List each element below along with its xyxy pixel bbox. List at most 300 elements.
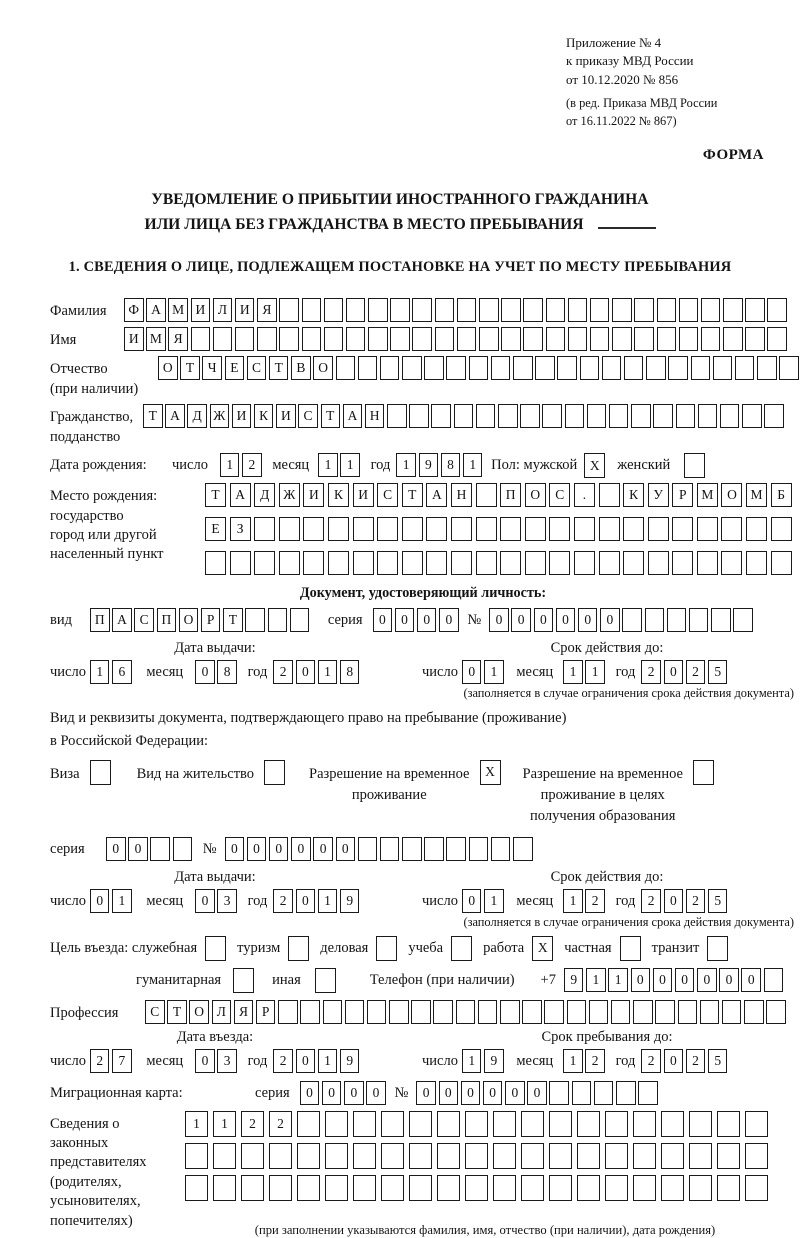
char-box[interactable]: 1 — [220, 453, 240, 477]
char-box[interactable] — [476, 517, 497, 541]
char-box[interactable]: 1 — [563, 660, 583, 684]
char-box[interactable] — [358, 356, 378, 380]
doc-expiry-month[interactable] — [563, 660, 607, 684]
char-box[interactable] — [633, 1111, 656, 1137]
char-box[interactable] — [498, 404, 518, 428]
char-box[interactable] — [377, 551, 398, 575]
char-box[interactable] — [757, 356, 777, 380]
char-box[interactable] — [411, 1000, 431, 1024]
char-box[interactable] — [679, 298, 699, 322]
char-box[interactable]: 0 — [336, 837, 356, 861]
char-box[interactable] — [745, 1143, 768, 1169]
doc-issue-day[interactable] — [90, 660, 134, 684]
char-box[interactable] — [381, 1143, 404, 1169]
char-box[interactable] — [290, 608, 310, 632]
char-box[interactable] — [491, 356, 511, 380]
char-box[interactable] — [767, 327, 787, 351]
char-box[interactable]: А — [112, 608, 132, 632]
char-box[interactable] — [245, 608, 265, 632]
char-box[interactable] — [521, 1175, 544, 1201]
char-box[interactable]: 0 — [653, 968, 673, 992]
char-box[interactable]: 2 — [273, 1049, 293, 1073]
residence-issue-day[interactable] — [90, 889, 134, 913]
char-box[interactable]: 0 — [90, 889, 110, 913]
char-box[interactable]: 0 — [247, 837, 267, 861]
char-box[interactable]: 3 — [217, 889, 237, 913]
char-box[interactable]: 0 — [439, 608, 459, 632]
purpose-transit-checkbox[interactable] — [707, 936, 728, 961]
char-box[interactable]: Т — [402, 483, 423, 507]
phone-input[interactable] — [564, 968, 786, 992]
char-box[interactable]: 0 — [269, 837, 289, 861]
char-box[interactable] — [612, 298, 632, 322]
purpose-tourism-checkbox[interactable] — [288, 936, 309, 961]
char-box[interactable]: 8 — [340, 660, 360, 684]
doc-expiry-day[interactable] — [462, 660, 506, 684]
char-box[interactable] — [525, 551, 546, 575]
char-box[interactable]: И — [303, 483, 324, 507]
surname-input[interactable] — [124, 298, 790, 322]
birth-place-row3-input[interactable] — [205, 551, 795, 575]
char-box[interactable] — [501, 298, 521, 322]
char-box[interactable] — [300, 1000, 320, 1024]
char-box[interactable]: X — [532, 936, 553, 961]
char-box[interactable]: О — [179, 608, 199, 632]
char-box[interactable] — [479, 327, 499, 351]
char-box[interactable]: 1 — [563, 889, 583, 913]
char-box[interactable] — [646, 356, 666, 380]
char-box[interactable] — [605, 1143, 628, 1169]
char-box[interactable]: Я — [234, 1000, 254, 1024]
char-box[interactable]: А — [343, 404, 363, 428]
char-box[interactable] — [437, 1143, 460, 1169]
char-box[interactable] — [721, 551, 742, 575]
birth-place-row1-input[interactable] — [205, 483, 795, 507]
char-box[interactable]: И — [191, 298, 211, 322]
char-box[interactable] — [435, 298, 455, 322]
char-box[interactable]: 0 — [578, 608, 598, 632]
char-box[interactable]: 0 — [195, 660, 215, 684]
doc-issue-year[interactable] — [273, 660, 362, 684]
char-box[interactable] — [633, 1000, 653, 1024]
char-box[interactable] — [684, 453, 705, 478]
char-box[interactable] — [279, 327, 299, 351]
char-box[interactable]: С — [247, 356, 267, 380]
char-box[interactable]: 0 — [534, 608, 554, 632]
birth-day-input[interactable] — [220, 453, 264, 477]
char-box[interactable]: К — [623, 483, 644, 507]
char-box[interactable]: 0 — [675, 968, 695, 992]
char-box[interactable] — [476, 404, 496, 428]
char-box[interactable] — [279, 551, 300, 575]
entry-month[interactable] — [195, 1049, 239, 1073]
char-box[interactable]: 2 — [273, 889, 293, 913]
char-box[interactable] — [213, 1175, 236, 1201]
char-box[interactable] — [700, 1000, 720, 1024]
char-box[interactable] — [766, 1000, 786, 1024]
char-box[interactable]: Я — [257, 298, 277, 322]
char-box[interactable] — [302, 298, 322, 322]
representatives-row2-input[interactable] — [185, 1143, 773, 1169]
char-box[interactable] — [624, 356, 644, 380]
char-box[interactable]: С — [549, 483, 570, 507]
char-box[interactable]: 1 — [586, 968, 606, 992]
char-box[interactable] — [205, 936, 226, 961]
char-box[interactable]: . — [574, 483, 595, 507]
char-box[interactable]: М — [746, 483, 767, 507]
char-box[interactable] — [549, 1111, 572, 1137]
char-box[interactable] — [701, 298, 721, 322]
char-box[interactable] — [771, 551, 792, 575]
char-box[interactable]: 9 — [564, 968, 584, 992]
char-box[interactable] — [323, 1000, 343, 1024]
char-box[interactable] — [409, 1111, 432, 1137]
char-box[interactable]: 0 — [322, 1081, 342, 1105]
char-box[interactable]: 0 — [416, 1081, 436, 1105]
char-box[interactable]: Ф — [124, 298, 144, 322]
char-box[interactable]: 0 — [600, 608, 620, 632]
char-box[interactable] — [456, 1000, 476, 1024]
char-box[interactable] — [268, 608, 288, 632]
char-box[interactable]: О — [189, 1000, 209, 1024]
char-box[interactable]: 2 — [641, 660, 661, 684]
purpose-official-checkbox[interactable] — [205, 936, 226, 961]
char-box[interactable] — [711, 608, 731, 632]
char-box[interactable] — [609, 404, 629, 428]
char-box[interactable] — [744, 1000, 764, 1024]
char-box[interactable] — [368, 298, 388, 322]
char-box[interactable] — [616, 1081, 636, 1105]
char-box[interactable]: А — [165, 404, 185, 428]
char-box[interactable]: 8 — [217, 660, 237, 684]
residence-series-input[interactable] — [106, 837, 195, 861]
citizenship-input[interactable] — [143, 404, 786, 428]
char-box[interactable] — [451, 551, 472, 575]
char-box[interactable] — [513, 837, 533, 861]
stay-until-month[interactable] — [563, 1049, 607, 1073]
char-box[interactable] — [353, 1143, 376, 1169]
char-box[interactable] — [402, 517, 423, 541]
char-box[interactable]: 2 — [242, 453, 262, 477]
char-box[interactable]: 1 — [585, 660, 605, 684]
char-box[interactable]: Р — [672, 483, 693, 507]
char-box[interactable] — [653, 404, 673, 428]
char-box[interactable] — [567, 1000, 587, 1024]
char-box[interactable] — [353, 517, 374, 541]
char-box[interactable] — [469, 837, 489, 861]
char-box[interactable]: 0 — [296, 1049, 316, 1073]
char-box[interactable] — [213, 327, 233, 351]
char-box[interactable] — [771, 517, 792, 541]
char-box[interactable]: 0 — [395, 608, 415, 632]
char-box[interactable] — [233, 968, 254, 993]
char-box[interactable] — [269, 1143, 292, 1169]
char-box[interactable]: Е — [225, 356, 245, 380]
char-box[interactable] — [745, 1111, 768, 1137]
char-box[interactable] — [655, 1000, 675, 1024]
char-box[interactable] — [574, 517, 595, 541]
char-box[interactable]: 1 — [396, 453, 416, 477]
char-box[interactable] — [574, 551, 595, 575]
char-box[interactable] — [594, 1081, 614, 1105]
stay-until-year[interactable] — [641, 1049, 730, 1073]
char-box[interactable] — [667, 608, 687, 632]
char-box[interactable]: 6 — [112, 660, 132, 684]
char-box[interactable]: 0 — [505, 1081, 525, 1105]
char-box[interactable]: З — [230, 517, 251, 541]
char-box[interactable] — [723, 327, 743, 351]
char-box[interactable] — [409, 1143, 432, 1169]
char-box[interactable] — [549, 1081, 569, 1105]
char-box[interactable] — [324, 327, 344, 351]
char-box[interactable] — [542, 404, 562, 428]
sex-female-checkbox[interactable] — [684, 453, 705, 478]
char-box[interactable] — [657, 298, 677, 322]
char-box[interactable] — [568, 327, 588, 351]
char-box[interactable]: С — [377, 483, 398, 507]
char-box[interactable] — [634, 327, 654, 351]
char-box[interactable] — [409, 404, 429, 428]
char-box[interactable] — [520, 404, 540, 428]
char-box[interactable] — [191, 327, 211, 351]
char-box[interactable] — [302, 327, 322, 351]
temp-residence-checkbox[interactable] — [480, 760, 501, 785]
char-box[interactable]: Л — [212, 1000, 232, 1024]
char-box[interactable] — [315, 968, 336, 993]
entry-year[interactable] — [273, 1049, 362, 1073]
char-box[interactable] — [717, 1143, 740, 1169]
patronymic-input[interactable] — [158, 356, 800, 380]
char-box[interactable] — [523, 327, 543, 351]
char-box[interactable] — [412, 298, 432, 322]
char-box[interactable] — [648, 551, 669, 575]
char-box[interactable] — [297, 1175, 320, 1201]
char-box[interactable] — [638, 1081, 658, 1105]
char-box[interactable]: 0 — [631, 968, 651, 992]
char-box[interactable] — [437, 1175, 460, 1201]
char-box[interactable] — [779, 356, 799, 380]
char-box[interactable] — [431, 404, 451, 428]
char-box[interactable]: 0 — [291, 837, 311, 861]
representatives-row1-input[interactable] — [185, 1111, 773, 1137]
char-box[interactable] — [546, 327, 566, 351]
char-box[interactable] — [645, 608, 665, 632]
representatives-row3-input[interactable] — [185, 1175, 773, 1201]
char-box[interactable] — [476, 483, 497, 507]
char-box[interactable]: Е — [205, 517, 226, 541]
char-box[interactable] — [745, 1175, 768, 1201]
char-box[interactable] — [544, 1000, 564, 1024]
purpose-business-checkbox[interactable] — [376, 936, 397, 961]
char-box[interactable] — [426, 551, 447, 575]
char-box[interactable] — [402, 551, 423, 575]
birth-month-input[interactable] — [318, 453, 362, 477]
char-box[interactable] — [346, 327, 366, 351]
char-box[interactable]: Ч — [202, 356, 222, 380]
char-box[interactable] — [523, 298, 543, 322]
char-box[interactable]: 0 — [439, 1081, 459, 1105]
char-box[interactable] — [764, 968, 784, 992]
temp-residence-education-checkbox[interactable] — [693, 760, 714, 785]
char-box[interactable] — [672, 551, 693, 575]
char-box[interactable]: 0 — [225, 837, 245, 861]
char-box[interactable] — [717, 1175, 740, 1201]
char-box[interactable] — [546, 298, 566, 322]
char-box[interactable] — [549, 1143, 572, 1169]
char-box[interactable]: Т — [321, 404, 341, 428]
char-box[interactable] — [476, 551, 497, 575]
char-box[interactable]: М — [168, 298, 188, 322]
char-box[interactable] — [565, 404, 585, 428]
char-box[interactable]: 1 — [608, 968, 628, 992]
char-box[interactable] — [257, 327, 277, 351]
char-box[interactable] — [254, 551, 275, 575]
char-box[interactable]: 9 — [419, 453, 439, 477]
char-box[interactable] — [721, 517, 742, 541]
char-box[interactable]: А — [146, 298, 166, 322]
char-box[interactable]: X — [480, 760, 501, 785]
char-box[interactable]: 0 — [296, 889, 316, 913]
char-box[interactable]: 0 — [373, 608, 393, 632]
char-box[interactable] — [589, 1000, 609, 1024]
char-box[interactable]: Т — [269, 356, 289, 380]
char-box[interactable]: 1 — [185, 1111, 208, 1137]
char-box[interactable]: 1 — [484, 660, 504, 684]
char-box[interactable] — [325, 1111, 348, 1137]
char-box[interactable]: 2 — [585, 889, 605, 913]
char-box[interactable]: М — [146, 327, 166, 351]
char-box[interactable]: 0 — [719, 968, 739, 992]
char-box[interactable]: 0 — [489, 608, 509, 632]
char-box[interactable] — [764, 404, 784, 428]
char-box[interactable] — [599, 551, 620, 575]
char-box[interactable] — [767, 298, 787, 322]
char-box[interactable]: 1 — [340, 453, 360, 477]
char-box[interactable] — [390, 298, 410, 322]
char-box[interactable] — [689, 608, 709, 632]
char-box[interactable]: 0 — [106, 837, 126, 861]
char-box[interactable]: Т — [180, 356, 200, 380]
purpose-study-checkbox[interactable] — [451, 936, 472, 961]
char-box[interactable]: 5 — [708, 1049, 728, 1073]
char-box[interactable] — [572, 1081, 592, 1105]
char-box[interactable] — [279, 517, 300, 541]
char-box[interactable]: А — [230, 483, 251, 507]
residence-expiry-month[interactable] — [563, 889, 607, 913]
char-box[interactable]: 0 — [417, 608, 437, 632]
char-box[interactable] — [587, 404, 607, 428]
char-box[interactable]: М — [697, 483, 718, 507]
char-box[interactable] — [501, 327, 521, 351]
char-box[interactable]: 5 — [708, 660, 728, 684]
char-box[interactable] — [328, 517, 349, 541]
char-box[interactable]: 2 — [90, 1049, 110, 1073]
char-box[interactable] — [336, 356, 356, 380]
char-box[interactable] — [733, 608, 753, 632]
char-box[interactable]: 2 — [585, 1049, 605, 1073]
char-box[interactable]: К — [328, 483, 349, 507]
char-box[interactable] — [426, 517, 447, 541]
char-box[interactable] — [433, 1000, 453, 1024]
given-name-input[interactable] — [124, 327, 790, 351]
char-box[interactable] — [90, 760, 111, 785]
char-box[interactable] — [387, 404, 407, 428]
char-box[interactable]: 1 — [563, 1049, 583, 1073]
char-box[interactable]: 1 — [318, 889, 338, 913]
char-box[interactable] — [150, 837, 170, 861]
char-box[interactable]: 0 — [462, 660, 482, 684]
char-box[interactable] — [500, 1000, 520, 1024]
char-box[interactable] — [288, 936, 309, 961]
char-box[interactable] — [241, 1143, 264, 1169]
char-box[interactable] — [605, 1111, 628, 1137]
char-box[interactable] — [746, 551, 767, 575]
char-box[interactable]: 0 — [461, 1081, 481, 1105]
char-box[interactable] — [325, 1143, 348, 1169]
char-box[interactable] — [254, 517, 275, 541]
char-box[interactable]: 1 — [484, 889, 504, 913]
char-box[interactable] — [707, 936, 728, 961]
char-box[interactable] — [412, 327, 432, 351]
birth-place-row2-input[interactable] — [205, 517, 795, 541]
char-box[interactable] — [377, 517, 398, 541]
char-box[interactable]: 2 — [641, 1049, 661, 1073]
char-box[interactable] — [612, 327, 632, 351]
char-box[interactable] — [465, 1143, 488, 1169]
char-box[interactable] — [381, 1111, 404, 1137]
char-box[interactable] — [634, 298, 654, 322]
entry-day[interactable] — [90, 1049, 134, 1073]
char-box[interactable] — [380, 356, 400, 380]
char-box[interactable]: 0 — [664, 1049, 684, 1073]
char-box[interactable]: 0 — [511, 608, 531, 632]
purpose-humanitarian-checkbox[interactable] — [233, 968, 254, 993]
char-box[interactable]: Н — [365, 404, 385, 428]
char-box[interactable] — [353, 551, 374, 575]
char-box[interactable] — [568, 298, 588, 322]
char-box[interactable]: 1 — [90, 660, 110, 684]
char-box[interactable] — [303, 551, 324, 575]
char-box[interactable] — [493, 1143, 516, 1169]
char-box[interactable] — [661, 1175, 684, 1201]
char-box[interactable] — [205, 551, 226, 575]
char-box[interactable] — [390, 327, 410, 351]
char-box[interactable]: 9 — [484, 1049, 504, 1073]
char-box[interactable]: 0 — [296, 660, 316, 684]
char-box[interactable] — [701, 327, 721, 351]
char-box[interactable] — [623, 517, 644, 541]
char-box[interactable]: С — [134, 608, 154, 632]
char-box[interactable] — [478, 1000, 498, 1024]
char-box[interactable]: И — [232, 404, 252, 428]
doc-issue-month[interactable] — [195, 660, 239, 684]
char-box[interactable] — [648, 517, 669, 541]
char-box[interactable] — [479, 298, 499, 322]
char-box[interactable]: 1 — [318, 1049, 338, 1073]
char-box[interactable] — [691, 356, 711, 380]
migration-number-input[interactable] — [416, 1081, 660, 1105]
char-box[interactable] — [521, 1143, 544, 1169]
char-box[interactable]: О — [313, 356, 333, 380]
char-box[interactable] — [368, 327, 388, 351]
char-box[interactable] — [735, 356, 755, 380]
char-box[interactable] — [577, 1111, 600, 1137]
char-box[interactable] — [661, 1143, 684, 1169]
char-box[interactable] — [454, 404, 474, 428]
char-box[interactable] — [303, 517, 324, 541]
char-box[interactable] — [424, 356, 444, 380]
char-box[interactable]: А — [426, 483, 447, 507]
